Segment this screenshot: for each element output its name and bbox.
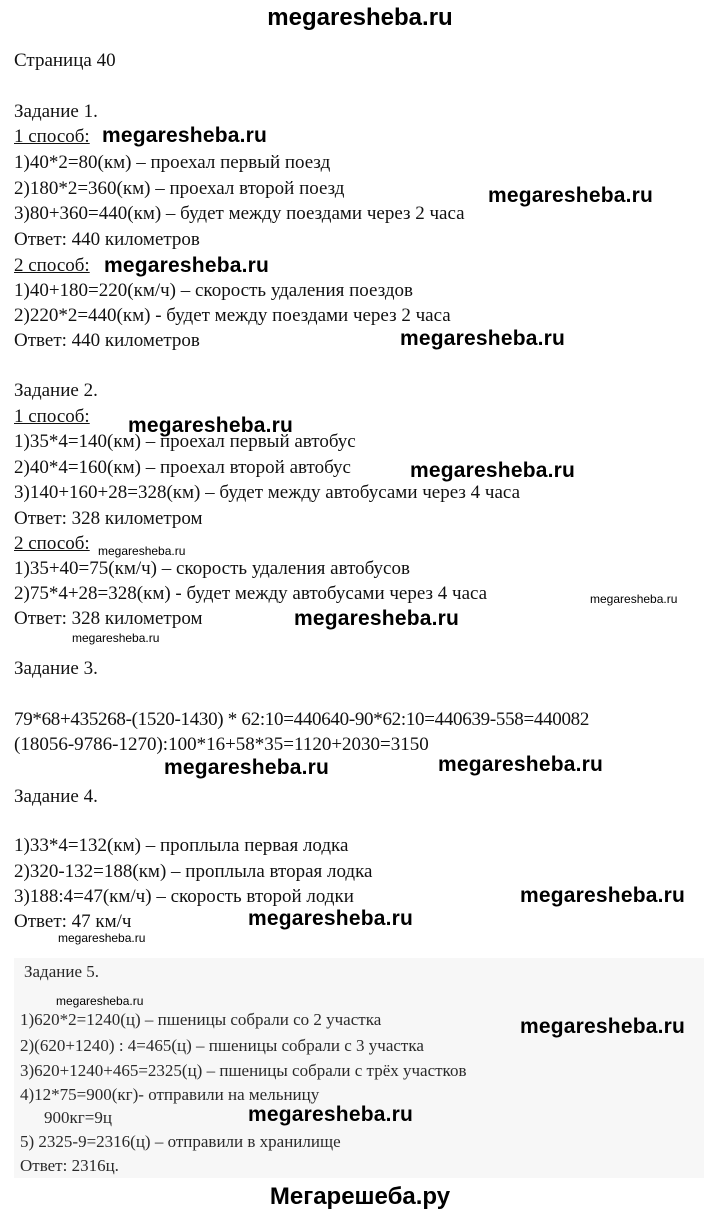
watermark-small: megaresheba.ru: [56, 994, 144, 1008]
task1-line: 3)80+360=440(км) – будет между поездами через 2 часа: [14, 203, 465, 224]
task2-answer: Ответ: 328 километром: [14, 508, 203, 529]
task4-line: 2)320-132=188(км) – проплыла вторая лодка: [14, 861, 373, 882]
task2-answer: Ответ: 328 километром: [14, 608, 203, 629]
task1-way1-label: 1 способ:: [14, 126, 90, 147]
task5-line: 4)12*75=900(кг)- отправили на мельницу: [20, 1085, 320, 1104]
watermark: megaresheba.ru: [410, 459, 576, 482]
watermark: megaresheba.ru: [294, 607, 460, 630]
watermark: megaresheba.ru: [520, 1015, 686, 1038]
task4-title: Задание 4.: [14, 786, 98, 807]
task3-title: Задание 3.: [14, 658, 98, 679]
task1-title: Задание 1.: [14, 101, 98, 122]
watermark: megaresheba.ru: [248, 1103, 414, 1126]
task2-title: Задание 2.: [14, 380, 98, 401]
task5-line: 2)(620+1240) : 4=465(ц) – пшеницы собрали с 3 участка: [20, 1036, 424, 1055]
task3-line: 79*68+435268-(1520-1430) * 62:10=440640-90*62:10=440639-558=440082: [14, 709, 590, 730]
task5-line: 5) 2325-9=2316(ц) – отправили в хранилище: [20, 1132, 341, 1151]
task5-line: 3)620+1240+465=2325(ц) – пшеницы собрали с трёх участков: [20, 1061, 467, 1080]
task4-line: 3)188:4=47(км/ч) – скорость второй лодки: [14, 886, 354, 907]
watermark: megaresheba.ru: [438, 753, 604, 776]
task1-line: 1)40+180=220(км/ч) – скорость удаления поездов: [14, 280, 413, 301]
task5-line: 1)620*2=1240(ц) – пшеницы собрали со 2 участка: [20, 1010, 382, 1029]
watermark: megaresheba.ru: [400, 327, 566, 350]
task4-answer: Ответ: 47 км/ч: [14, 911, 132, 932]
task5-answer: Ответ: 2316ц.: [20, 1156, 119, 1175]
task1-line: 2)220*2=440(км) - будет между поездами через 2 часа: [14, 305, 451, 326]
watermark-small: megaresheba.ru: [98, 544, 186, 558]
task2-line: 1)35+40=75(км/ч) – скорость удаления автобусов: [14, 558, 410, 579]
watermark: megaresheba.ru: [488, 184, 654, 207]
task1-answer: Ответ: 440 километров: [14, 330, 200, 351]
task1-line: 1)40*2=80(км) – проехал первый поезд: [14, 152, 331, 173]
watermark: megaresheba.ru: [164, 756, 330, 779]
task1-line: 2)180*2=360(км) – проехал второй поезд: [14, 178, 345, 199]
watermark-small: megaresheba.ru: [72, 631, 160, 645]
task2-line: 2)40*4=160(км) – проехал второй автобус: [14, 457, 351, 478]
watermark: megaresheba.ru: [104, 254, 270, 277]
page-title: Страница 40: [14, 50, 116, 71]
watermark: megaresheba.ru: [248, 907, 414, 930]
task2-way2-label: 2 способ:: [14, 533, 90, 554]
watermark-small: megaresheba.ru: [590, 592, 678, 606]
watermark-small: megaresheba.ru: [58, 931, 146, 945]
watermark: megaresheba.ru: [128, 414, 294, 437]
task1-answer: Ответ: 440 километров: [14, 229, 200, 250]
task2-way1-label: 1 способ:: [14, 406, 90, 427]
task4-line: 1)33*4=132(км) – проплыла первая лодка: [14, 835, 349, 856]
site-header: megaresheba.ru: [267, 4, 453, 31]
watermark: megaresheba.ru: [520, 884, 686, 907]
site-footer: Мегарешеба.ру: [269, 1183, 451, 1210]
task5-title: Задание 5.: [24, 962, 99, 981]
task2-line: 2)75*4+28=328(км) - будет между автобусами через 4 часа: [14, 583, 488, 604]
task1-way2-label: 2 способ:: [14, 255, 90, 276]
task5-line: 900кг=9ц: [44, 1108, 112, 1127]
task2-line: 3)140+160+28=328(км) – будет между автобусами через 4 часа: [14, 482, 520, 503]
task5-scan-image: [14, 958, 704, 1178]
task2-line: 1)35*4=140(км) – проехал первый автобус: [14, 431, 356, 452]
task3-line: (18056-9786-1270):100*16+58*35=1120+2030=3150: [14, 734, 429, 755]
watermark: megaresheba.ru: [102, 124, 268, 147]
